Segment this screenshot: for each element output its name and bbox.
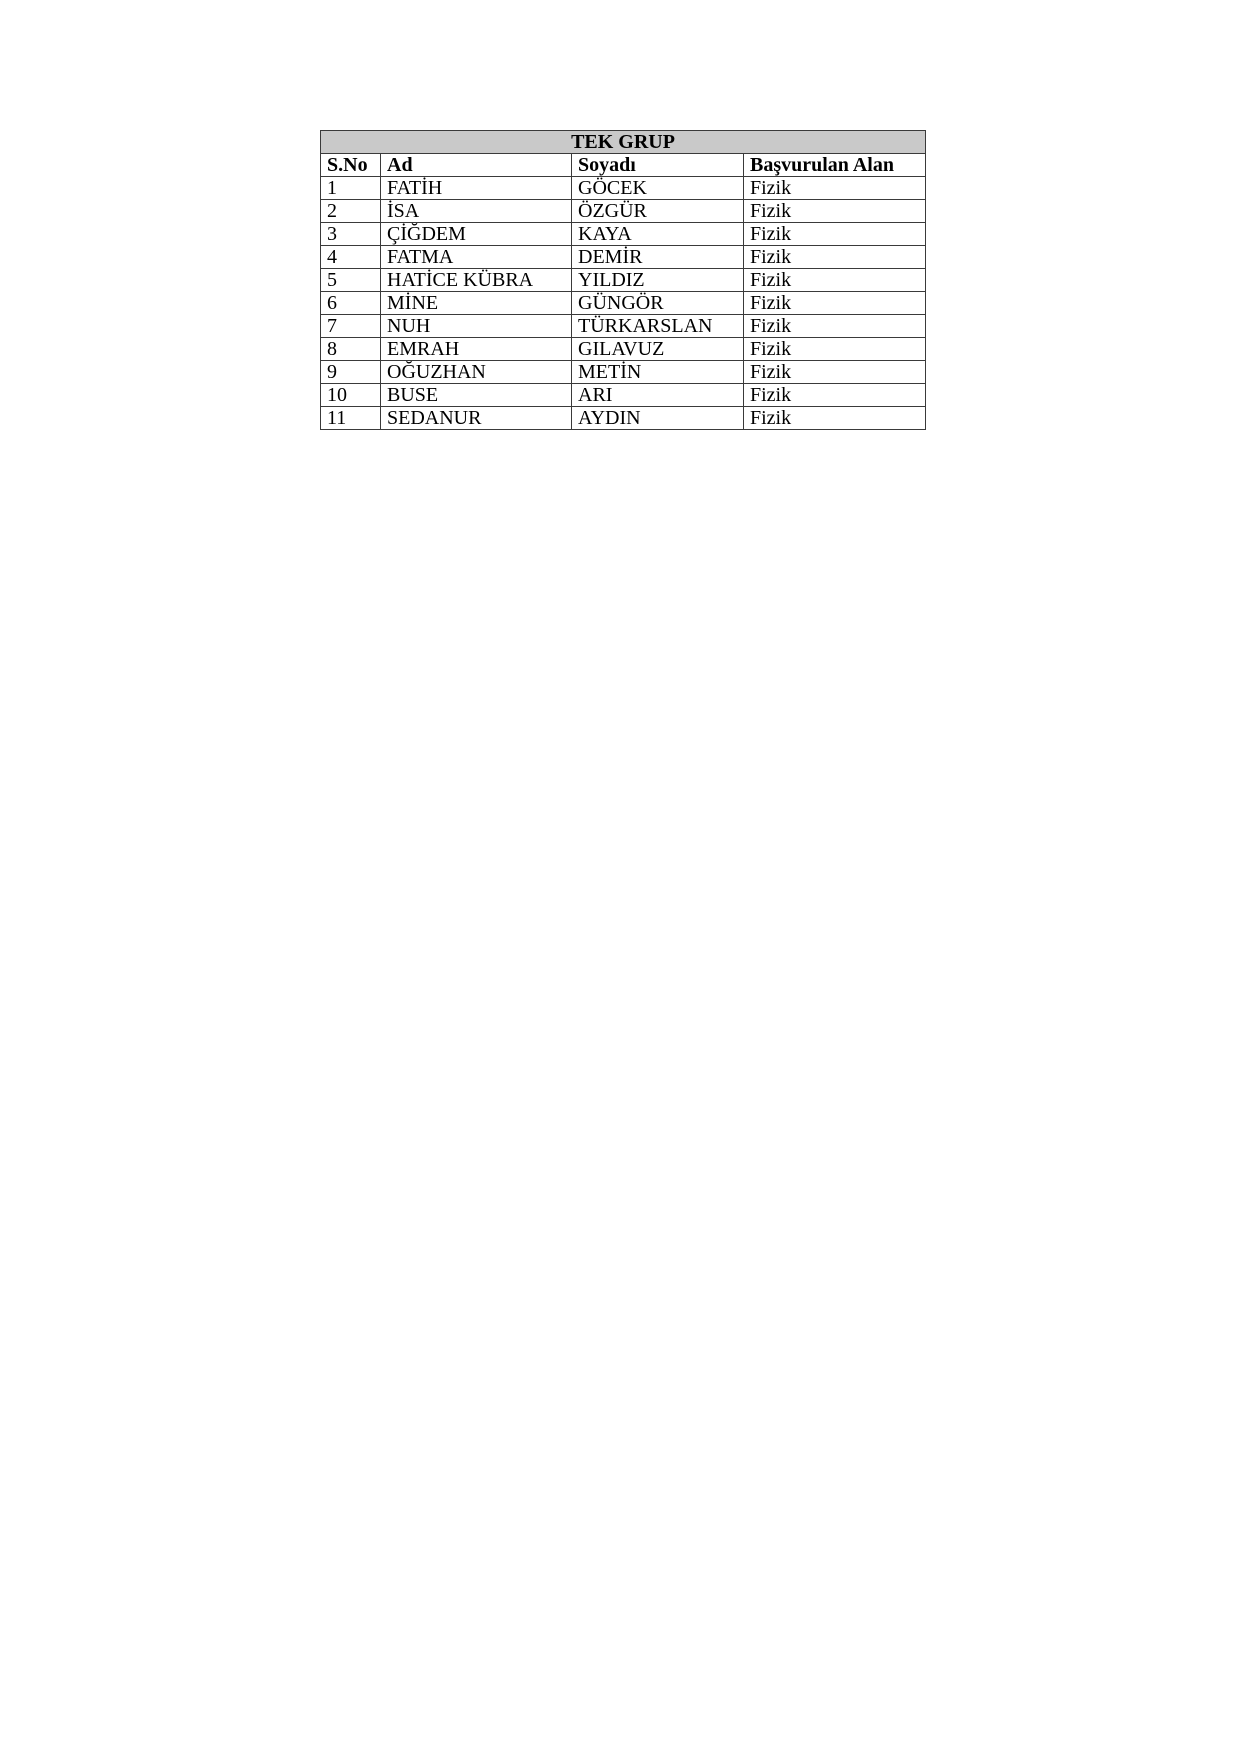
cell-sno: 10 — [321, 384, 381, 407]
column-header-soyadi: Soyadı — [572, 154, 744, 177]
table-row — [321, 384, 926, 407]
cell-sno: 1 — [321, 177, 381, 200]
applicant-table — [320, 130, 926, 430]
cell-ad: FATMA — [381, 246, 572, 269]
table-title: TEK GRUP — [321, 131, 926, 154]
table-title-row — [321, 131, 926, 154]
cell-sno: 8 — [321, 338, 381, 361]
cell-ad: MİNE — [381, 292, 572, 315]
column-header-alan: Başvurulan Alan — [744, 154, 926, 177]
cell-soyadi: KAYA — [572, 223, 744, 246]
cell-soyadi: GÖCEK — [572, 177, 744, 200]
cell-alan: Fizik — [744, 384, 926, 407]
cell-alan: Fizik — [744, 292, 926, 315]
cell-sno: 7 — [321, 315, 381, 338]
cell-alan: Fizik — [744, 246, 926, 269]
table-row — [321, 177, 926, 200]
cell-soyadi: METİN — [572, 361, 744, 384]
table-row — [321, 200, 926, 223]
table-header-row — [321, 154, 926, 177]
cell-sno: 9 — [321, 361, 381, 384]
cell-soyadi: ÖZGÜR — [572, 200, 744, 223]
cell-alan: Fizik — [744, 361, 926, 384]
cell-ad: ÇİĞDEM — [381, 223, 572, 246]
cell-alan: Fizik — [744, 223, 926, 246]
cell-ad: SEDANUR — [381, 407, 572, 430]
cell-sno: 11 — [321, 407, 381, 430]
table-row — [321, 246, 926, 269]
cell-ad: İSA — [381, 200, 572, 223]
cell-alan: Fizik — [744, 407, 926, 430]
table-row — [321, 338, 926, 361]
cell-soyadi: ARI — [572, 384, 744, 407]
cell-ad: NUH — [381, 315, 572, 338]
cell-alan: Fizik — [744, 338, 926, 361]
cell-sno: 4 — [321, 246, 381, 269]
cell-ad: EMRAH — [381, 338, 572, 361]
cell-sno: 5 — [321, 269, 381, 292]
cell-sno: 2 — [321, 200, 381, 223]
cell-soyadi: YILDIZ — [572, 269, 744, 292]
cell-soyadi: GILAVUZ — [572, 338, 744, 361]
cell-soyadi: AYDIN — [572, 407, 744, 430]
table-row — [321, 223, 926, 246]
column-header-sno: S.No — [321, 154, 381, 177]
table-row — [321, 315, 926, 338]
cell-sno: 6 — [321, 292, 381, 315]
cell-soyadi: GÜNGÖR — [572, 292, 744, 315]
table-row — [321, 361, 926, 384]
cell-soyadi: TÜRKARSLAN — [572, 315, 744, 338]
table-row — [321, 407, 926, 430]
cell-alan: Fizik — [744, 200, 926, 223]
cell-soyadi: DEMİR — [572, 246, 744, 269]
cell-ad: HATİCE KÜBRA — [381, 269, 572, 292]
cell-alan: Fizik — [744, 269, 926, 292]
cell-alan: Fizik — [744, 315, 926, 338]
column-header-ad: Ad — [381, 154, 572, 177]
table-row — [321, 269, 926, 292]
table-row — [321, 292, 926, 315]
cell-sno: 3 — [321, 223, 381, 246]
cell-alan: Fizik — [744, 177, 926, 200]
cell-ad: OĞUZHAN — [381, 361, 572, 384]
cell-ad: BUSE — [381, 384, 572, 407]
cell-ad: FATİH — [381, 177, 572, 200]
